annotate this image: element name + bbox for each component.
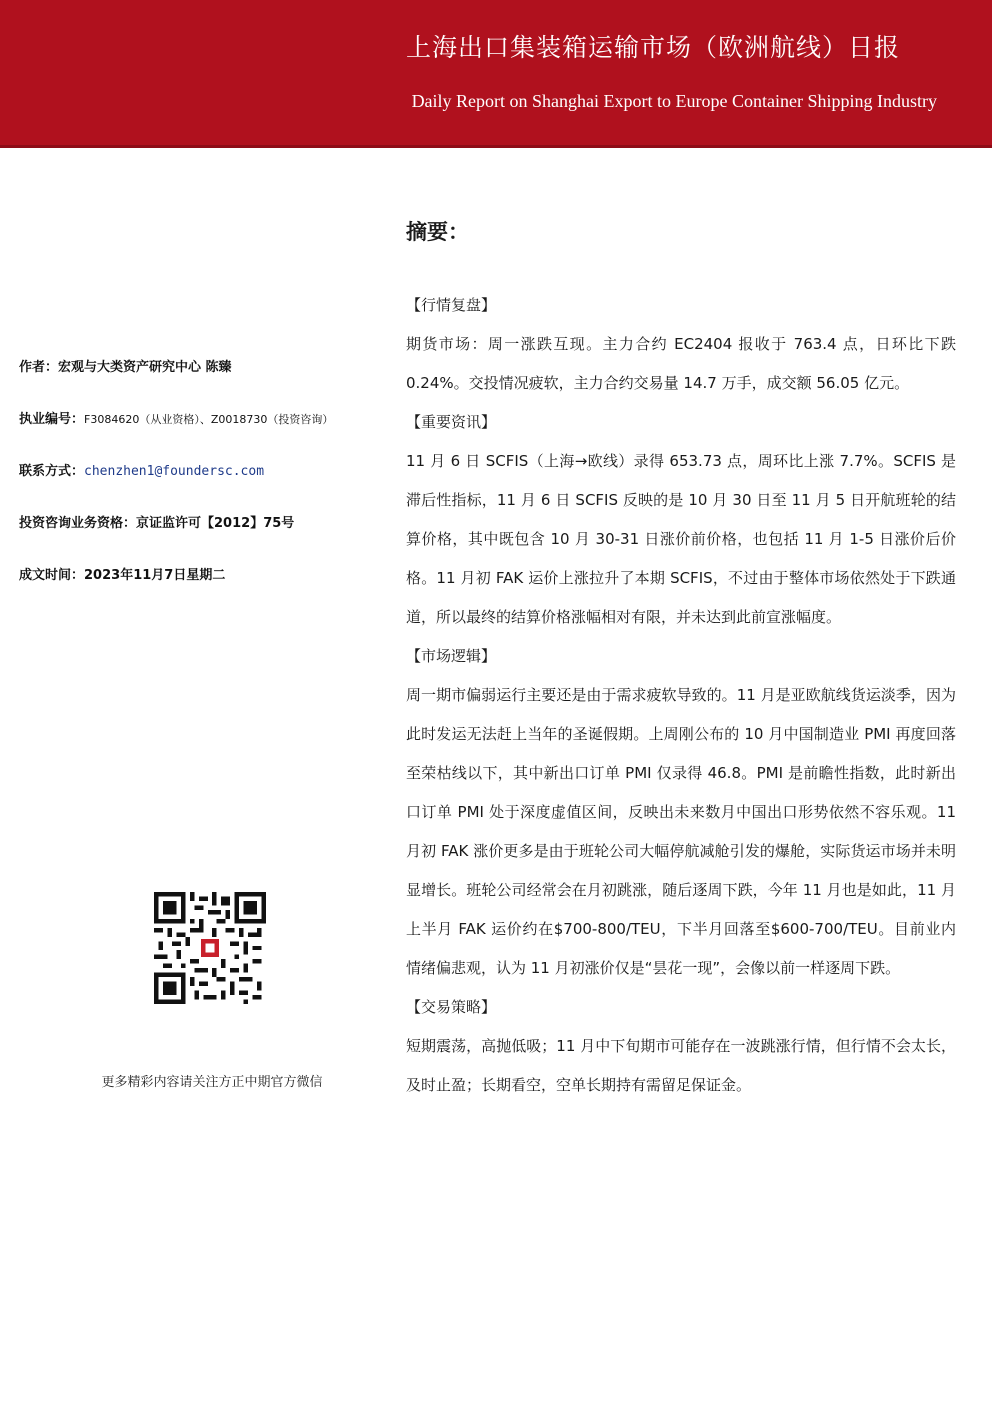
contact-label: 联系方式： <box>19 464 85 479</box>
section-heading-trading-strategy: 【交易策略】 <box>406 998 497 1016</box>
contact-line <box>19 462 379 514</box>
author-value: 宏观与大类资产研究中心 陈臻 <box>58 360 232 375</box>
license-value: F3084620（从业资格）、Z0018730（投资咨询） <box>84 413 334 426</box>
wechat-qr-code <box>154 892 266 1004</box>
section-heading-key-news: 【重要资讯】 <box>406 413 497 431</box>
section-heading-market-review: 【行情复盘】 <box>406 296 497 314</box>
section-text-market-review: 期货市场：周一涨跌互现。主力合约 EC2404 报收于 763.4 点，日环比下跌 0.24%。交投情况疲软，主力合约交易量 14.7 万手，成交额 56.05 亿元。 <box>406 335 956 392</box>
abstract-title: 摘要： <box>406 220 469 244</box>
section-text-trading-strategy: 短期震荡，高抛低吸；11 月中下旬期市可能存在一波跳涨行情，但行情不会太长，及时止盈；长期看空，空单长期持有需留足保证金。 <box>406 1037 956 1094</box>
report-title-en: Daily Report on Shanghai Export to Europe Container Shipping Industry <box>411 91 937 111</box>
section-text-market-logic: 周一期市偏弱运行主要还是由于需求疲软导致的。11 月是亚欧航线货运淡季，因为此时发运无法赶上当年的圣诞假期。上周刚公布的 10 月中国制造业 PMI 再度回落至荣枯线以下，其中新出口订单 PMI 仅录得 46.8。PMI 是前瞻性指数，此时新出口订单 PMI 处于深度虚值区间，反映出未来数月中国出口形势依然不容乐观。11 月初 FAK 涨价更多是由于班轮公司大幅停航减舱引发的爆舱，实际货运市场并未明显增长。班轮公司经常会在月初跳涨，随后逐周下跌，今年 11 月也是如此，11 月上半月 FAK 运价约在$700-800/TEU，下半月回落至$600-700/TEU。目前业内情绪偏悲观，认为 11 月初涨价仅是“昙花一现”，会像以前一样逐周下跌。 <box>406 686 956 977</box>
author-line <box>19 358 379 410</box>
date-line <box>19 566 379 618</box>
abstract-section <box>406 216 956 1105</box>
author-info-panel <box>19 358 379 618</box>
section-heading-market-logic: 【市场逻辑】 <box>406 647 497 665</box>
qr-caption: 更多精彩内容请关注方正中期官方微信 <box>101 1075 323 1090</box>
qualification-value: 京证监许可【2012】75号 <box>136 516 295 531</box>
author-label: 作者： <box>19 360 59 375</box>
license-label: 执业编号： <box>19 412 85 427</box>
section-text-key-news: 11 月 6 日 SCFIS（上海→欧线）录得 653.73 点，周环比上涨 7.7%。SCFIS 是滞后性指标，11 月 6 日 SCFIS 反映的是 10 月 30 日至 11 月 5 日开航班轮的结算价格，其中既包含 10 月 30-31 日涨价前价格，也包括 11 月 1-5 日涨价后价格。11 月初 FAK 运价上涨拉升了本期 SCFIS，不过由于整体市场依然处于下跌通道，所以最终的结算价格涨幅相对有限，并未达到此前宣涨幅度。 <box>406 452 956 626</box>
date-value: 2023年11月7日星期二 <box>84 568 226 583</box>
license-line <box>19 410 379 462</box>
date-label: 成文时间： <box>19 568 85 583</box>
report-header-banner <box>0 0 992 148</box>
qualification-label: 投资咨询业务资格： <box>19 516 137 531</box>
contact-email-link[interactable]: chenzhen1@foundersc.com <box>84 464 265 479</box>
qualification-line <box>19 514 379 566</box>
report-title-cn: 上海出口集装箱运输市场（欧洲航线）日报 <box>405 33 900 62</box>
